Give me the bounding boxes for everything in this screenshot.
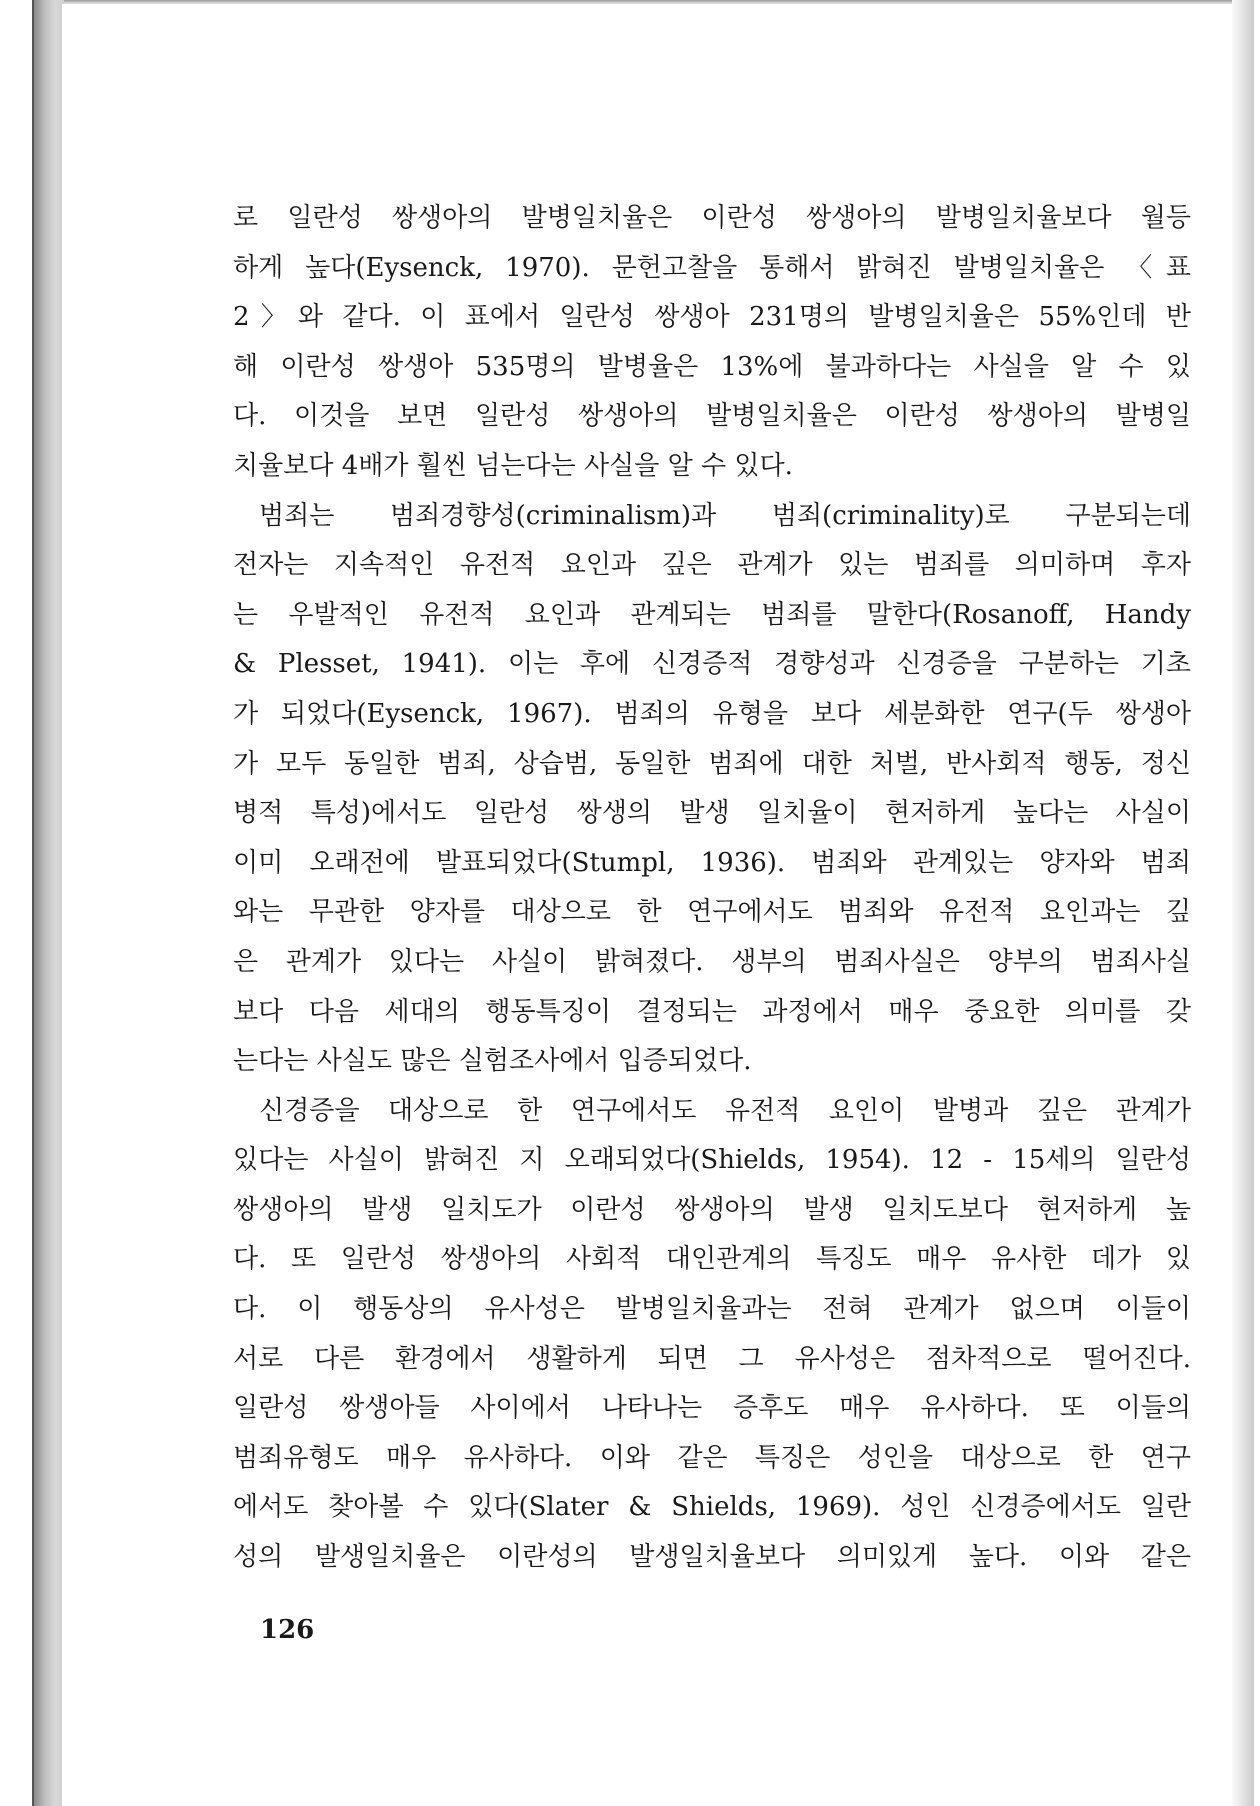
text-line: 는다는 사실도 많은 실험조사에서 입증되었다. [233,1046,752,1077]
page [62,4,1232,1806]
paragraph-2 [233,492,1191,1087]
text-line: 다. 또 일란성 쌍생아의 사회적 대인관계의 특징도 매우 유사한 데가 있 [233,1244,1191,1275]
text-line: 치율보다 4배가 훨씬 넘는다는 사실을 알 수 있다. [233,450,793,481]
text-line: 쌍생아의 발생 일치도가 이란성 쌍생아의 발생 일치도보다 현저하게 높 [233,1194,1191,1225]
page-number: 126 [260,1615,315,1645]
text-line: 로 일란성 쌍생아의 발병일치율은 이란성 쌍생아의 발병일치율보다 월등 [233,203,1191,233]
page-edge-right [1232,0,1254,1806]
text-line: 신경증을 대상으로 한 연구에서도 유전적 요인이 발병과 깊은 관계가 [259,1095,1191,1126]
text-line: 2〉와 같다. 이 표에서 일란성 쌍생아 231명의 발병일치율은 55%인데 반 [233,302,1191,333]
paragraph-3 [233,1087,1191,1583]
text-line: 보다 다음 세대의 행동특징이 결정되는 과정에서 매우 중요한 의미를 갖 [233,996,1191,1027]
text-line: 는 우발적인 유전적 요인과 관계되는 범죄를 말한다(Rosanoff, Handy [233,599,1191,630]
text-line: 에서도 찾아볼 수 있다(Slater & Shields, 1969). 성인 신경증에서도 일란 [233,1492,1191,1523]
text-line: 있다는 사실이 밝혀진 지 오래되었다(Shields, 1954). 12 - 15세의 일란성 [233,1145,1191,1176]
text-line: 서로 다른 환경에서 생활하게 되면 그 유사성은 점차적으로 떨어진다. [233,1343,1191,1374]
text-line: & Plesset, 1941). 이는 후에 신경증적 경향성과 신경증을 구분하는 기초 [233,649,1191,680]
text-line: 다. 이것을 보면 일란성 쌍생아의 발병일치율은 이란성 쌍생아의 발병일 [233,401,1191,432]
text-line: 와는 무관한 양자를 대상으로 한 연구에서도 범죄와 유전적 요인과는 깊 [233,897,1191,928]
text-line: 다. 이 행동상의 유사성은 발병일치율과는 전혀 관계가 없으며 이들이 [233,1294,1191,1325]
text-line: 전자는 지속적인 유전적 요인과 깊은 관계가 있는 범죄를 의미하며 후자 [233,550,1191,581]
paragraph-1 [233,194,1191,492]
text-line: 하게 높다(Eysenck, 1970). 문헌고찰을 통해서 밝혀진 발병일치율은 〈표 [233,252,1191,283]
text-line: 가 되었다(Eysenck, 1967). 범죄의 유형을 보다 세분화한 연구(두 쌍생아 [233,698,1191,729]
text-line: 가 모두 동일한 범죄, 상습범, 동일한 범죄에 대한 처벌, 반사회적 행동, 정신 [233,748,1191,779]
text-line: 은 관계가 있다는 사실이 밝혀졌다. 생부의 범죄사실은 양부의 범죄사실 [233,946,1191,977]
text-line: 이미 오래전에 발표되었다(Stumpl, 1936). 범죄와 관계있는 양자와 범죄 [233,847,1191,878]
text-line: 성의 발생일치율은 이란성의 발생일치율보다 의미있게 높다. 이와 같은 [233,1542,1191,1573]
body-text [233,194,1191,1583]
text-line: 범죄는 범죄경향성(criminalism)과 범죄(criminality)로 구분되는데 [259,500,1191,531]
text-line: 일란성 쌍생아들 사이에서 나타나는 증후도 매우 유사하다. 또 이들의 [233,1393,1191,1424]
text-line: 병적 특성)에서도 일란성 쌍생의 발생 일치율이 현저하게 높다는 사실이 [233,798,1191,829]
page-stack-left-edge [32,0,64,1806]
text-line: 해 이란성 쌍생아 535명의 발병율은 13%에 불과하다는 사실을 알 수 있 [233,351,1191,382]
text-line: 범죄유형도 매우 유사하다. 이와 같은 특징은 성인을 대상으로 한 연구 [233,1442,1191,1473]
